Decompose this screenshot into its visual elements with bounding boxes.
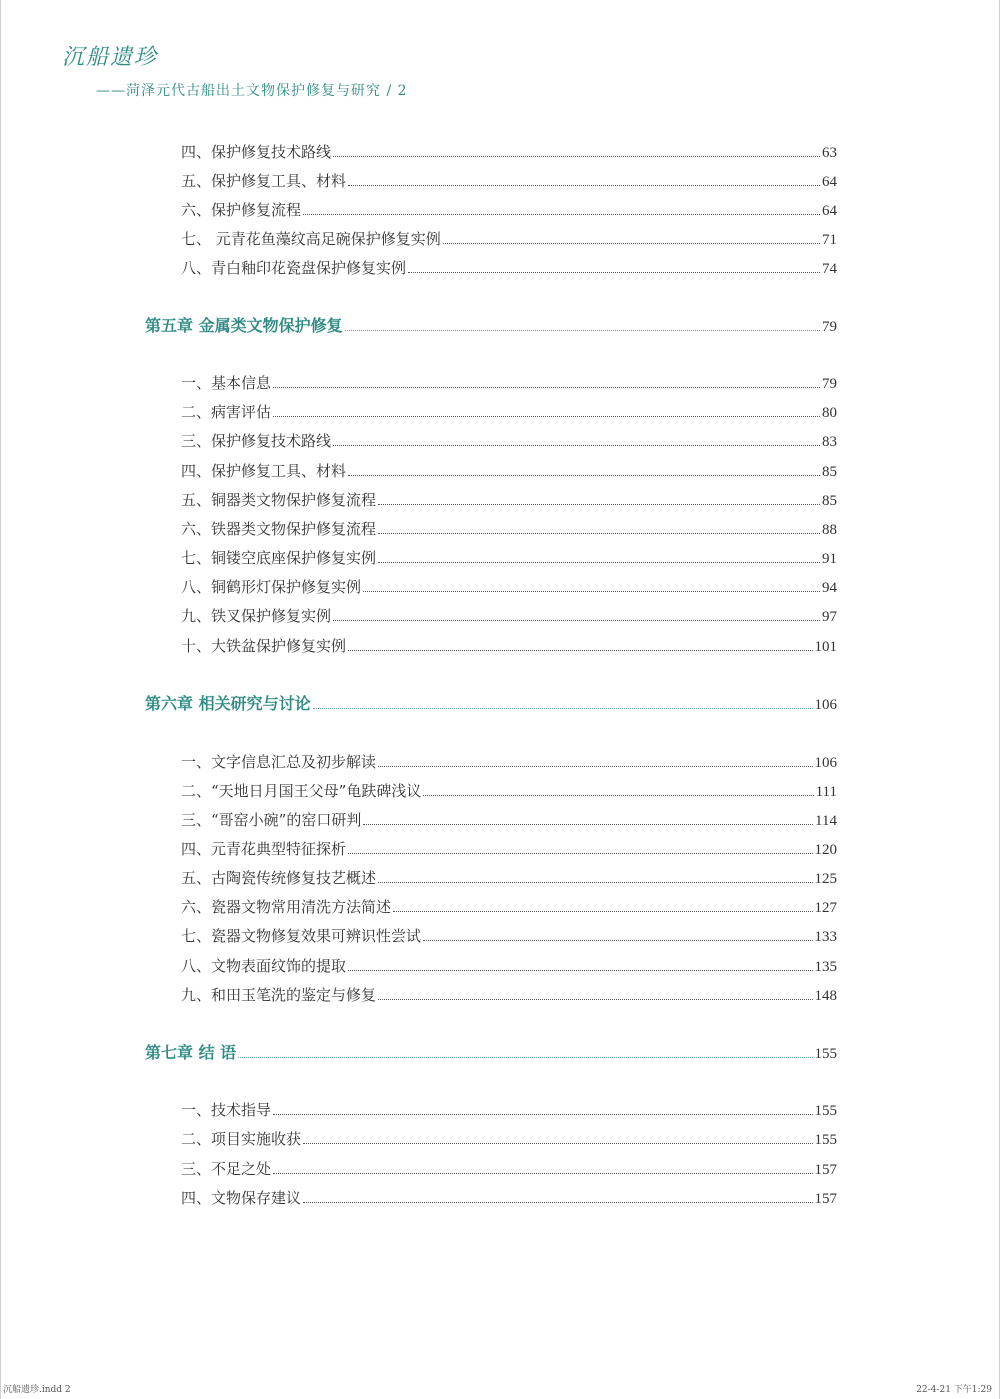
dot-leader	[333, 444, 820, 446]
toc-entry[interactable]	[181, 1188, 837, 1209]
dot-leader	[423, 939, 812, 941]
running-header-subtitle: ——菏泽元代古船出土文物保护修复与研究 / 2	[96, 83, 408, 99]
toc-entry-label: 八、铜鹤形灯保护修复实例	[181, 578, 362, 596]
dot-leader	[423, 794, 813, 796]
toc-chapter-label: 第七章 结 语	[145, 1043, 237, 1062]
toc-page-number: 64	[822, 174, 837, 190]
dot-leader	[363, 590, 820, 592]
toc-entry[interactable]	[181, 752, 837, 773]
toc-entry-label: 二、项目实施收获	[181, 1130, 302, 1148]
toc-entry[interactable]	[181, 956, 837, 977]
toc-chapter-heading[interactable]	[145, 694, 837, 715]
toc-page-number: 133	[814, 929, 837, 945]
toc-chapter-label: 第五章 金属类文物保护修复	[145, 316, 343, 335]
toc-entry-label: 一、基本信息	[181, 374, 272, 392]
toc-page-number: 79	[822, 376, 837, 392]
toc-chapter-heading[interactable]	[145, 316, 837, 337]
toc-entry-label: 三、保护修复技术路线	[181, 432, 332, 450]
toc-page-number: 97	[822, 609, 837, 625]
toc-page-number: 120	[814, 842, 837, 858]
toc-entry[interactable]	[181, 1159, 837, 1180]
toc-page-number: 85	[822, 464, 837, 480]
toc-entry-label: 五、铜器类文物保护修复流程	[181, 491, 377, 509]
toc-entry-label: 六、瓷器文物常用清洗方法简述	[181, 898, 392, 916]
toc-page-number: 157	[814, 1191, 837, 1207]
toc-page-number: 106	[814, 755, 837, 771]
toc-entry[interactable]	[181, 258, 837, 279]
dot-leader	[238, 1056, 812, 1058]
toc-entry[interactable]	[181, 810, 837, 831]
toc-entry-label: 五、保护修复工具、材料	[181, 172, 347, 190]
toc-entry[interactable]	[181, 142, 837, 163]
dot-leader	[378, 561, 820, 563]
toc-entry-label: 四、元青花典型特征探析	[181, 840, 347, 858]
toc-entry[interactable]	[181, 402, 837, 423]
toc-page-number: 155	[814, 1132, 837, 1148]
toc-page-number: 148	[814, 988, 837, 1004]
toc-page-number: 111	[815, 784, 837, 800]
dot-leader	[348, 969, 812, 971]
toc-entry[interactable]	[181, 985, 837, 1006]
toc-entry[interactable]	[181, 868, 837, 889]
toc-page-number: 63	[822, 145, 837, 161]
toc-page-number: 125	[814, 871, 837, 887]
toc-page-number: 157	[814, 1162, 837, 1178]
toc-entry-label: 三、不足之处	[181, 1160, 272, 1178]
dot-leader	[393, 910, 812, 912]
toc-page-number: 101	[814, 639, 837, 655]
toc-entry-label: 一、技术指导	[181, 1101, 272, 1119]
toc-entry[interactable]	[181, 548, 837, 569]
toc-entry-label: 五、古陶瓷传统修复技艺概述	[181, 869, 377, 887]
running-header-title: 沉船遗珍	[62, 45, 159, 70]
toc-entry-label: 四、文物保存建议	[181, 1189, 302, 1207]
dot-leader	[345, 329, 820, 331]
toc-entry-label: 七、瓷器文物修复效果可辨识性尝试	[181, 927, 422, 945]
toc-entry[interactable]	[181, 519, 837, 540]
dot-leader	[303, 1142, 812, 1144]
dot-leader	[348, 184, 820, 186]
toc-entry-label: 七、铜镂空底座保护修复实例	[181, 549, 377, 567]
toc-entry-label: 四、保护修复工具、材料	[181, 462, 347, 480]
toc-entry[interactable]	[181, 200, 837, 221]
toc-entry[interactable]	[181, 781, 837, 802]
toc-entry-label: 九、和田玉笔洗的鉴定与修复	[181, 986, 377, 1004]
dot-leader	[273, 1172, 812, 1174]
toc-chapter-label: 第六章 相关研究与讨论	[145, 694, 311, 713]
toc-entry-label: 九、铁叉保护修复实例	[181, 607, 332, 625]
dot-leader	[378, 998, 812, 1000]
toc-page-number: 83	[822, 434, 837, 450]
dot-leader	[313, 707, 813, 709]
toc-entry[interactable]	[181, 1129, 837, 1150]
toc-entry[interactable]	[181, 577, 837, 598]
dot-leader	[273, 386, 820, 388]
dot-leader	[273, 1113, 812, 1115]
toc-entry-label: 四、保护修复技术路线	[181, 143, 332, 161]
toc-page-number: 155	[814, 1103, 837, 1119]
toc-entry[interactable]	[181, 926, 837, 947]
toc-page-number: 114	[815, 813, 837, 829]
toc-page-number: 135	[814, 959, 837, 975]
toc-entry[interactable]	[181, 839, 837, 860]
toc-page-number: 79	[822, 319, 837, 335]
toc-entry[interactable]	[181, 229, 837, 250]
dot-leader	[348, 649, 812, 651]
toc-page-number: 85	[822, 493, 837, 509]
toc-entry-label: 六、保护修复流程	[181, 201, 302, 219]
toc-entry-label: 三、“哥窑小碗”的窑口研判	[181, 811, 362, 829]
toc-page-number: 64	[822, 203, 837, 219]
toc-entry-label: 八、青白釉印花瓷盘保护修复实例	[181, 259, 407, 277]
dot-leader	[348, 474, 820, 476]
toc-page-number: 74	[822, 261, 837, 277]
print-slug-filename: 沉船遗珍.indd 2	[3, 1385, 71, 1395]
toc-page-number: 94	[822, 580, 837, 596]
toc-entry[interactable]	[181, 897, 837, 918]
toc-entry[interactable]	[181, 636, 837, 657]
toc-entry[interactable]	[181, 1100, 837, 1121]
toc-page-number: 127	[814, 900, 837, 916]
toc-entry[interactable]	[181, 461, 837, 482]
print-slug-timestamp: 22-4-21 下午1:29	[916, 1385, 992, 1395]
toc-entry[interactable]	[181, 171, 837, 192]
dot-leader	[303, 1201, 812, 1203]
toc-chapter-heading[interactable]	[145, 1043, 837, 1064]
toc-entry-label: 二、“天地日月国王父母”龟趺碑浅议	[181, 782, 422, 800]
toc-entry-label: 八、文物表面纹饰的提取	[181, 957, 347, 975]
toc-entry[interactable]	[181, 606, 837, 627]
dot-leader	[378, 881, 812, 883]
toc-page-number: 71	[822, 232, 837, 248]
toc-entry[interactable]	[181, 431, 837, 452]
toc-entry-label: 十、大铁盆保护修复实例	[181, 637, 347, 655]
dot-leader	[348, 852, 812, 854]
toc-entry-label: 六、铁器类文物保护修复流程	[181, 520, 377, 538]
dot-leader	[333, 619, 820, 621]
toc-entry-label: 二、病害评估	[181, 403, 272, 421]
dot-leader	[303, 213, 820, 215]
toc-entry-label: 七、 元青花鱼藻纹高足碗保护修复实例	[181, 230, 441, 248]
dot-leader	[378, 765, 812, 767]
toc-page-number: 88	[822, 522, 837, 538]
dot-leader	[443, 242, 820, 244]
dot-leader	[363, 823, 813, 825]
toc-page-number: 91	[822, 551, 837, 567]
toc-page-number: 106	[814, 697, 837, 713]
dot-leader	[333, 155, 820, 157]
dot-leader	[408, 271, 820, 273]
dot-leader	[273, 415, 820, 417]
toc-page-number: 155	[814, 1046, 837, 1062]
toc-entry-label: 一、文字信息汇总及初步解读	[181, 753, 377, 771]
toc-entry[interactable]	[181, 373, 837, 394]
toc-page-number: 80	[822, 405, 837, 421]
toc-entry[interactable]	[181, 490, 837, 511]
dot-leader	[378, 532, 820, 534]
dot-leader	[378, 503, 820, 505]
